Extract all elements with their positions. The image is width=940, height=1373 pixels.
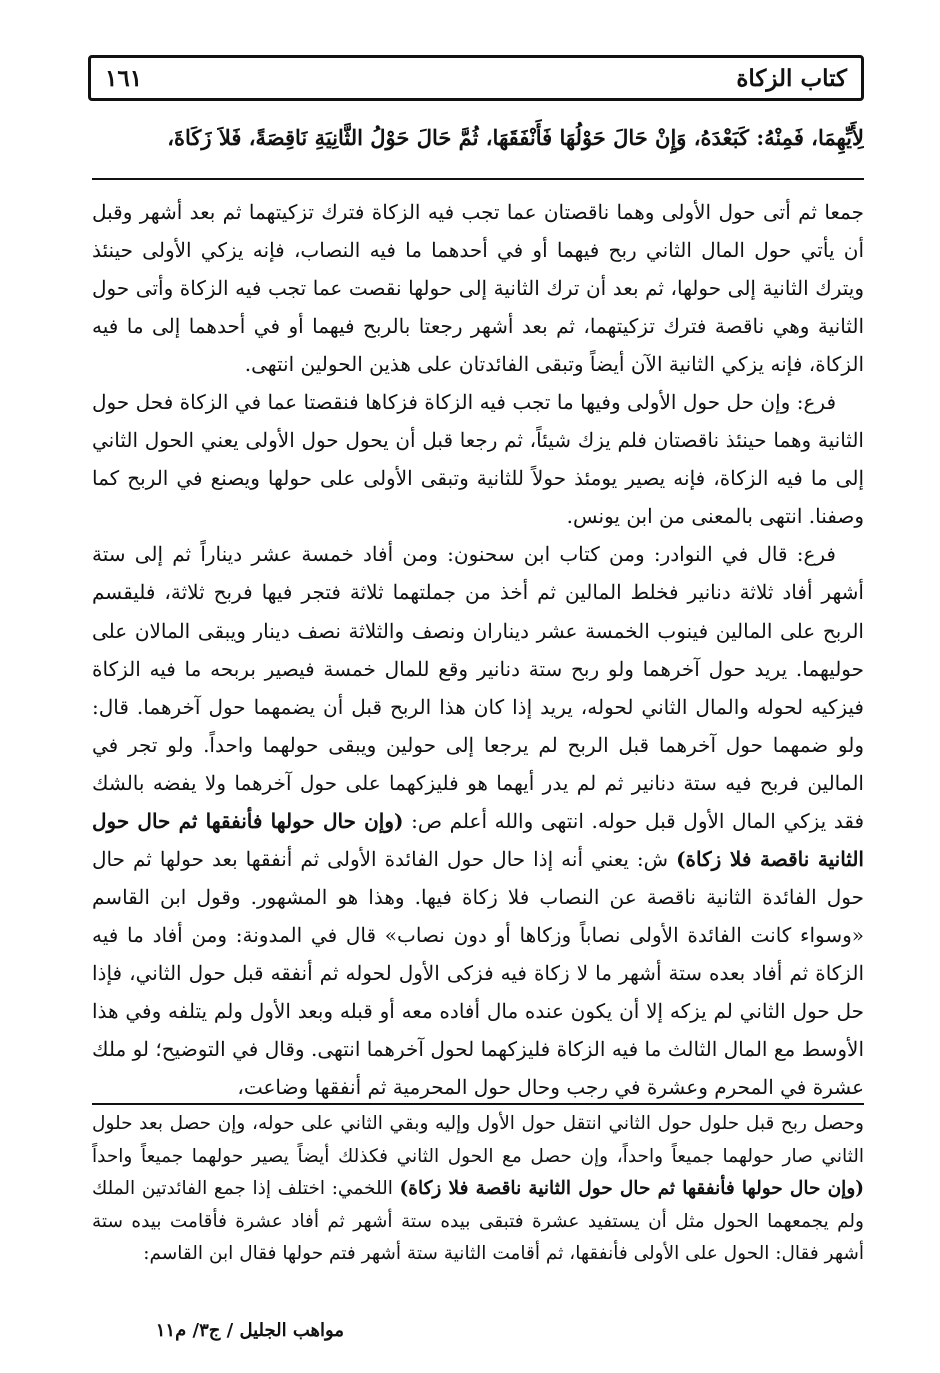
bottom-commentary (92, 1108, 864, 1302)
note-quoted-matn: (وإن حال حولها فأنفقها ثم حال حول الثانية ناقصة فلا زكاة) (399, 1178, 864, 1199)
paragraph-3 (92, 535, 864, 1105)
note-part-1: وحصل ربح قبل حلول حول الثاني انتقل حول الأول وإليه وبقي الثاني على حوله، وإن حصل بعد حلول الثاني صار حولهما جميعاً واحداً، وإن حصل مع الحول الثاني فكذلك أيضاً يصير حولهما جميعاً واحداً (92, 1113, 864, 1167)
divider-bottom (92, 1103, 864, 1105)
main-text-verse: لِأَيِّهِمَا، فَمِنْهُ: كَبَعْدَهُ، وَإِنْ حَالَ حَوْلُهَا فَأَنْفَقَهَا، ثُمَّ حَالَ حَوْلُ الثَّانِيَةِ نَاقِصَةً، فَلاَ زَكَاةَ، (167, 125, 864, 150)
divider-top (92, 178, 864, 180)
note-part-2: اللخمي: اختلف إذا جمع الفائدتين الملك ولم يجمعهما الحول مثل أن يستفيد عشرة فتبقى بيده ستة أشهر ثم أفاد عشرة فأقامت بيده ستة أشهر فقال: الحول على الأولى فأنفقها، ثم أقامت الثانية ستة أشهر فتم حولها فقال ابن القاسم: (92, 1178, 864, 1264)
paragraph-2: فرع: وإن حل حول الأولى وفيها ما تجب فيه الزكاة فزكاها فنقصتا عما في الزكاة فحل حول الثانية وهما حينئذ ناقصتان فلم يزك شيئاً، ثم رجعا قبل أن يحول حول الأولى يعني الحول الثاني إلى ما فيه الزكاة، فإنه يصير يومئذ حولاً للثانية وتبقى الأولى على حولها ويصنع في الربح كما وصفنا. انتهى بالمعنى من ابن يونس. (92, 390, 864, 529)
paragraph-1: جمعا ثم أتى حول الأولى وهما ناقصتان عما تجب فيه الزكاة فترك تزكيتهما ثم بعد أشهر وقبل أن يأتي حول المال الثاني ربح فيهما أو في أحدهما ما فيه النصاب، فإنه يزكي الأولى حينئذ ويترك الثانية إلى حولها، ثم بعد أن ترك الثانية إلى حولها نقصت عما تجب فيه الزكاة وأتى حول الثانية وهي ناقصة فترك تزكيتهما، ثم بعد أشهر رجعتا بالربح فيهما أو في أحدهما إلى ما فيه الزكاة، فإنه يزكي الثانية الآن أيضاً وتبقى الفائدتان على هذين الحولين انتهى. (92, 200, 864, 377)
quoted-matn: (وإن حال حولها فأنفقها ثم حال حول الثانية ناقصة فلا زكاة) (92, 808, 864, 871)
page-footer: مواهب الجليل / ج٣/ م١١ (155, 1320, 344, 1341)
page-number: ١٦١ (105, 64, 143, 92)
paragraph-3-text: فرع: قال في النوادر: ومن كتاب ابن سحنون: ومن أفاد خمسة عشر ديناراً ثم إلى ستة أشهر أفاد ثلاثة دنانير فخلط المالين ثم أخذ من جملتهما ثلاثة فتجر فيها فربح ثلاثة، فليقسم الربح على المالين فينوب الخمسة عشر ديناران ونصف والثلاثة نصف دينار ويبقى المالان على حوليهما. يريد حول آخرهما ولو ربح ستة دنانير وقع للمال خمسة فيصير بربحه ما فيه الزكاة فيزكيه لحوله والمال الثاني لحوله، يريد إذا كان هذا الربح قبل أن يضمهما حول آخرهما. قال: ولو ضمهما حول آخرهما قبل الربح لم يرجعا إلى حولين ويبقى حولهما واحداً. ولو تجر في المالين فربح فيه ستة دنانير ثم لم يدر أيهما هو فليزكهما على حول آخرهما ولا يفضه بالشك فقد يزكي المال الأول قبل حوله. انتهى والله أعلم ص: (92, 542, 864, 833)
chapter-title: كتاب الزكاة (736, 64, 847, 92)
page-header (88, 55, 864, 101)
note-text (92, 1108, 864, 1271)
commentary-body (92, 193, 864, 1105)
paragraph-3-sharh: ش: يعني أنه إذا حال حول الفائدة الأولى ثم أنفقها بعد حولها ثم حال حول الفائدة الثانية ناقصة عن النصاب فلا زكاة فيها. وهذا هو المشهور. وقول ابن القاسم «وسواء كانت الفائدة الأولى نصاباً وزكاها أو دون نصاب» قال في المدونة: ومن أفاد ما فيه الزكاة ثم أفاد بعده ستة أشهر ما لا زكاة فيه فزكى الأول لحوله ثم أنفقه قبل حول الثاني، فإذا حل حول الثاني لم يزكه إلا أن يكون عنده مال أفاده معه أو قبله وبعد الأول ولم يتلفه وفي هذا الأوسط مع المال الثالث ما فيه الزكاة فليزكهما لحول آخرهما انتهى. وقال في التوضيح؛ لو ملك عشرة في المحرم وعشرة في رجب وحال حول المحرمية ثم أنفقها وضاعت، (92, 846, 864, 1100)
